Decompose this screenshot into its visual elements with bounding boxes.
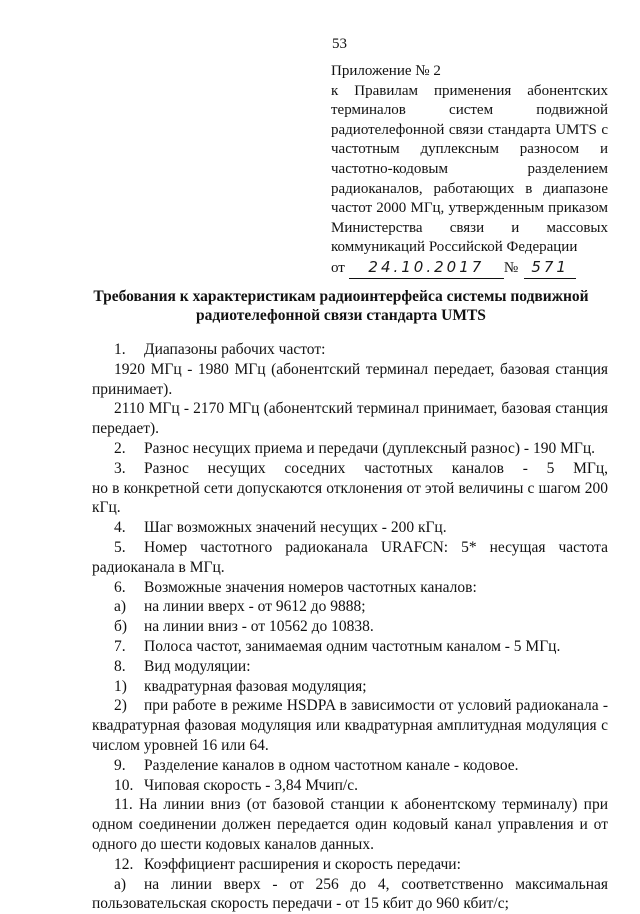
list-item: 2. Разнос несущих приема и передачи (дуплексный разнос) - 190 МГц. <box>114 439 595 457</box>
list-item: 1) квадратурная фазовая модуляция; <box>114 677 367 695</box>
handwritten-date: 24.10.2017 <box>349 258 504 279</box>
list-item: 7. Полоса частот, занимаемая одним частотным каналом - 5 МГц. <box>114 637 561 655</box>
requirements-list <box>92 340 608 914</box>
paragraph-continuation: радиоканала в МГц. <box>92 558 225 576</box>
list-item: 9. Разделение каналов в одном частотном канале - кодовое. <box>114 756 519 774</box>
from-label: от <box>331 259 345 276</box>
appendix-title: Приложение № 2 <box>331 63 441 79</box>
list-item: 5. Номер частотного радиоканала URAFCN: 5* несущая частота <box>114 538 608 556</box>
order-reference <box>331 258 608 279</box>
number-label: № <box>503 259 519 276</box>
appendix-text: к Правилам применения абонентских терминалов систем подвижной радиотелефонной связи стандарта UMTS с частотным дуплексным разносом и частотно-кодовым разделением радиоканалов, работающих в диапазоне частот 2000 МГц, утвержденным приказом Министерства связи и массовых коммуникаций Российской Федерации <box>331 82 608 256</box>
handwritten-number: 571 <box>524 258 576 279</box>
list-item: 12. Коэффициент расширения и скорость передачи: <box>114 855 461 873</box>
paragraph-continuation: квадратурная фазовая модуляция или квадратурная амплитудная модуляция с числом уровней 16 или 64. <box>92 717 608 754</box>
paragraph-continuation: но в конкретной сети допускаются отклонения от этой величины с шагом 200 кГц. <box>92 479 608 517</box>
document-heading: Требования к характеристикам радиоинтерфейса системы подвижной радиотелефонной связи стандарта UMTS <box>93 288 589 324</box>
list-item: 6. Возможные значения номеров частотных каналов: <box>114 578 477 596</box>
list-item: 8. Вид модуляции: <box>114 657 251 675</box>
paragraph: 2110 МГц - 2170 МГц (абонентский терминал принимает, базовая станция передает). <box>92 400 608 438</box>
list-item: 3. Разнос несущих соседних частотных каналов - 5 МГц, <box>114 459 608 477</box>
paragraph: 11. На линии вниз (от базовой станции к абонентскому терминалу) при одном соединении должен передается один кодовый канал управления и от одного до шести кодовых каналов данных. <box>92 796 608 853</box>
list-item: а) на линии вверх - от 9612 до 9888; <box>114 598 366 616</box>
list-item: 2) при работе в режиме HSDPA в зависимости от условий радиоканала - <box>114 697 608 715</box>
paragraph: 1920 МГц - 1980 МГц (абонентский терминал передает, базовая станция принимает). <box>92 360 608 398</box>
list-item: а) на линии вверх - от 256 до 4, соответственно максимальная <box>114 875 608 893</box>
paragraph-continuation: пользовательская скорость передачи - от 15 кбит до 960 кбит/с; <box>92 895 509 913</box>
list-item: 1. Диапазоны рабочих частот: <box>114 341 326 358</box>
list-item: б) на линии вниз - от 10562 до 10838. <box>114 618 374 636</box>
list-item: 10. Чиповая скорость - 3,84 Мчип/с. <box>114 776 358 794</box>
page-number: 53 <box>332 36 347 52</box>
appendix-block <box>331 62 608 279</box>
list-item: 4. Шаг возможных значений несущих - 200 кГц. <box>114 519 447 537</box>
